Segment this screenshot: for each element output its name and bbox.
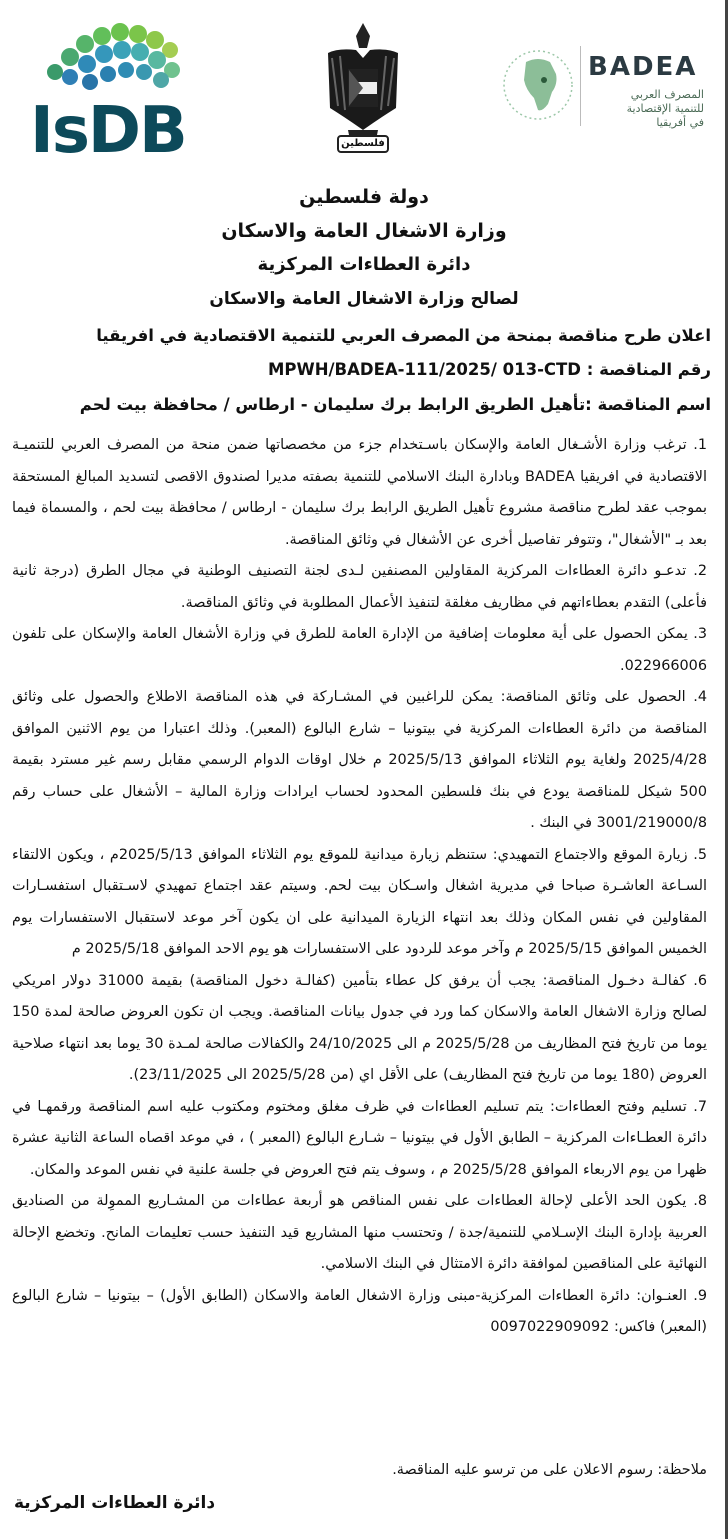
announcement-body bbox=[12, 430, 707, 1344]
signature: دائرة العطاءات المركزية bbox=[14, 1493, 216, 1513]
item-6: 6. كفالـة دخـول المناقصة: يجب أن يرفق كل عطاء بتأمين (كفالـة دخول المناقصة) بقيمة 31000 دولار امريكي لصالح وزارة الاشغال العامة والاسكان كما ورد في جدول بيانات المناقصة. ويجب ان تكون العروض صالحة لمدة 150 يوما من تاريخ فتح المظاريف من 2025/5/28 م الى 24/10/2025 والكفالات صالحة لمـدة 30 يوما بعد انتهاء صلاحية العروض (180 يوما من تاريخ فتح المظاريف) على الأقل اي (من 2025/5/28 الى 23/11/2025). bbox=[12, 972, 707, 1083]
isdb-wordmark: IsDB bbox=[30, 94, 186, 168]
item-1: 1. ترغب وزارة الأشـغال العامة والإسكان باسـتخدام جزء من مخصصاتها ضمن منحة من المصرف العربي للتنميـة الاقتصادية في افريقيا BADEA وبادارة البنك الاسلامي للتنمية بصفته مديرا لصندوق الاقصى لتسديد المبالغ المستحقة بموجب عقد لطرح مناقصة مشروع تأهيل الطريق الرابط برك سليمان - ارطاس / محافظة بيت لحم ، والمسماة فيما بعد بـ "الأشغال"، وتتوفر تفاصيل أخرى عن الأشغال في وثائق المناقصة. bbox=[12, 437, 707, 548]
beneficiary-line: لصالح وزارة الاشغال العامة والاسكان bbox=[209, 289, 519, 309]
item-7: 7. تسليم وفتح العطاءات: يتم تسليم العطاءات في ظرف مغلق ومختوم ومكتوب عليه اسم المناقصة ورقمهـا في دائرة العطـاءات المركزية – الطابق الأول في بيتونيا – شـارع البالوع (المعبر ) ، في موعد اقصاه الساعة الثانية عشرة ظهرا من يوم الاربعاء الموافق 2025/5/28 م ، وسوف يتم فتح العروض في جلسة علنية في نفس الموعد والمكان. bbox=[12, 1098, 707, 1178]
item-2: 2. تدعـو دائرة العطاءات المركزية المقاولين المصنفين لـدى لجنة التصنيف الوطنية في مجال الطرق (درجة ثانية فأعلى) التقدم بعطاءاتهم في مظاريف مغلقة لتنفيذ الأعمال المطلوبة في وثائق المناقصة. bbox=[12, 563, 707, 611]
fee-note: ملاحظة: رسوم الاعلان على من ترسو عليه المناقصة. bbox=[392, 1462, 707, 1478]
country-title: دولة فلسطين bbox=[299, 186, 429, 208]
department-title: دائرة العطاءات المركزية bbox=[257, 254, 471, 275]
item-8: 8. يكون الحد الأعلى لإحالة العطاءات على نفس المناقص هو أربعة عطاءات من المشـاريع المموِلة من الصناديق العربية بإدارة البنك الإسـلامي للتنمية/جدة / وتحتسب منها المشاريع قيد التنفيذ حسب تعليمات المانح. وتخضع الإحالة النهائية على المناقصين لموافقة دائرة الامتثال في البنك الاسلامي. bbox=[12, 1193, 707, 1272]
item-5: 5. زيارة الموقع والاجتماع التمهيدي: ستنظم زيارة ميدانية للموقع يوم الثلاثاء الموافق 2025/5/13م ، ويكون الالتقاء السـاعة العاشـرة صباحا في مديرية اشغال واسـكان بيت لحم. وسيتم عقد اجتماع تمهيدي لاسـتقبال استفسـارات المقاولين في نفس المكان وذلك بعد انتهاء الزيارة الميدانية على ان يكون آخر موعد لاستقبال الاستفسارات يوم الخميس الموافق 2025/5/15 م وآخر موعد للردود على الاستفسارات هو يوم الاحد الموافق 2025/5/18 م bbox=[12, 846, 708, 957]
tender-name: اسم المناقصة :تأهيل الطريق الرابط برك سليمان - ارطاس / محافظة بيت لحم bbox=[79, 395, 711, 414]
item-3: 3. يمكن الحصول على أية معلومات إضافية من الإدارة العامة للطرق في وزارة الأشغال العامة والإسكان على تلفون 022966006. bbox=[12, 626, 707, 674]
ministry-title: وزارة الاشغال العامة والاسكان bbox=[221, 220, 507, 242]
badea-subtitle: المصرف العربي للتنمية الإقتصادية في أفريقيا bbox=[626, 88, 704, 129]
badea-logo bbox=[498, 40, 718, 140]
announcement-header bbox=[0, 180, 728, 316]
isdb-globe-icon bbox=[30, 12, 200, 102]
isdb-logo bbox=[30, 12, 200, 170]
item-4: 4. الحصول على وثائق المناقصة: يمكن للراغبين في المشـاركة في هذه المناقصة الاطلاع والحصول على وثائق المناقصة من دائرة العطاءات المركزية في بيتونيا – شارع البالوع (المعبر). وذلك اعتبارا من يوم الاثنين الموافق 2025/4/28 ولغاية يوم الثلاثاء الموافق 2025/5/13 م خلال اوقات الدوام الرسمي مقابل رسم غير مسترد بقيمة 500 شيكل للمناقصة يودع في بنك فلسطين المحدود لحساب ايرادات وزارة المالية – الأشغال على حساب رقم 3001/219000/8 في البنك . bbox=[12, 689, 707, 831]
badea-wordmark: BADEA bbox=[588, 52, 698, 82]
africa-map-icon bbox=[498, 40, 578, 130]
tender-number: رقم المناقصة : MPWH/BADEA-111/2025/ 013-CTD bbox=[268, 360, 711, 379]
emblem-caption: فلسطين bbox=[341, 138, 385, 149]
logo-row bbox=[0, 0, 728, 180]
item-9: 9. العنـوان: دائرة العطاءات المركزية-مبنى وزارة الاشغال العامة والاسكان (الطابق الأول) – بيتونيا – شارع البالوع (المعبر) فاكس: 0097022909092 bbox=[12, 1287, 707, 1335]
palestine-emblem bbox=[318, 18, 408, 158]
announcement-line: اعلان طرح مناقصة بمنحة من المصرف العربي للتنمية الاقتصادية في افريقيا bbox=[96, 326, 711, 345]
